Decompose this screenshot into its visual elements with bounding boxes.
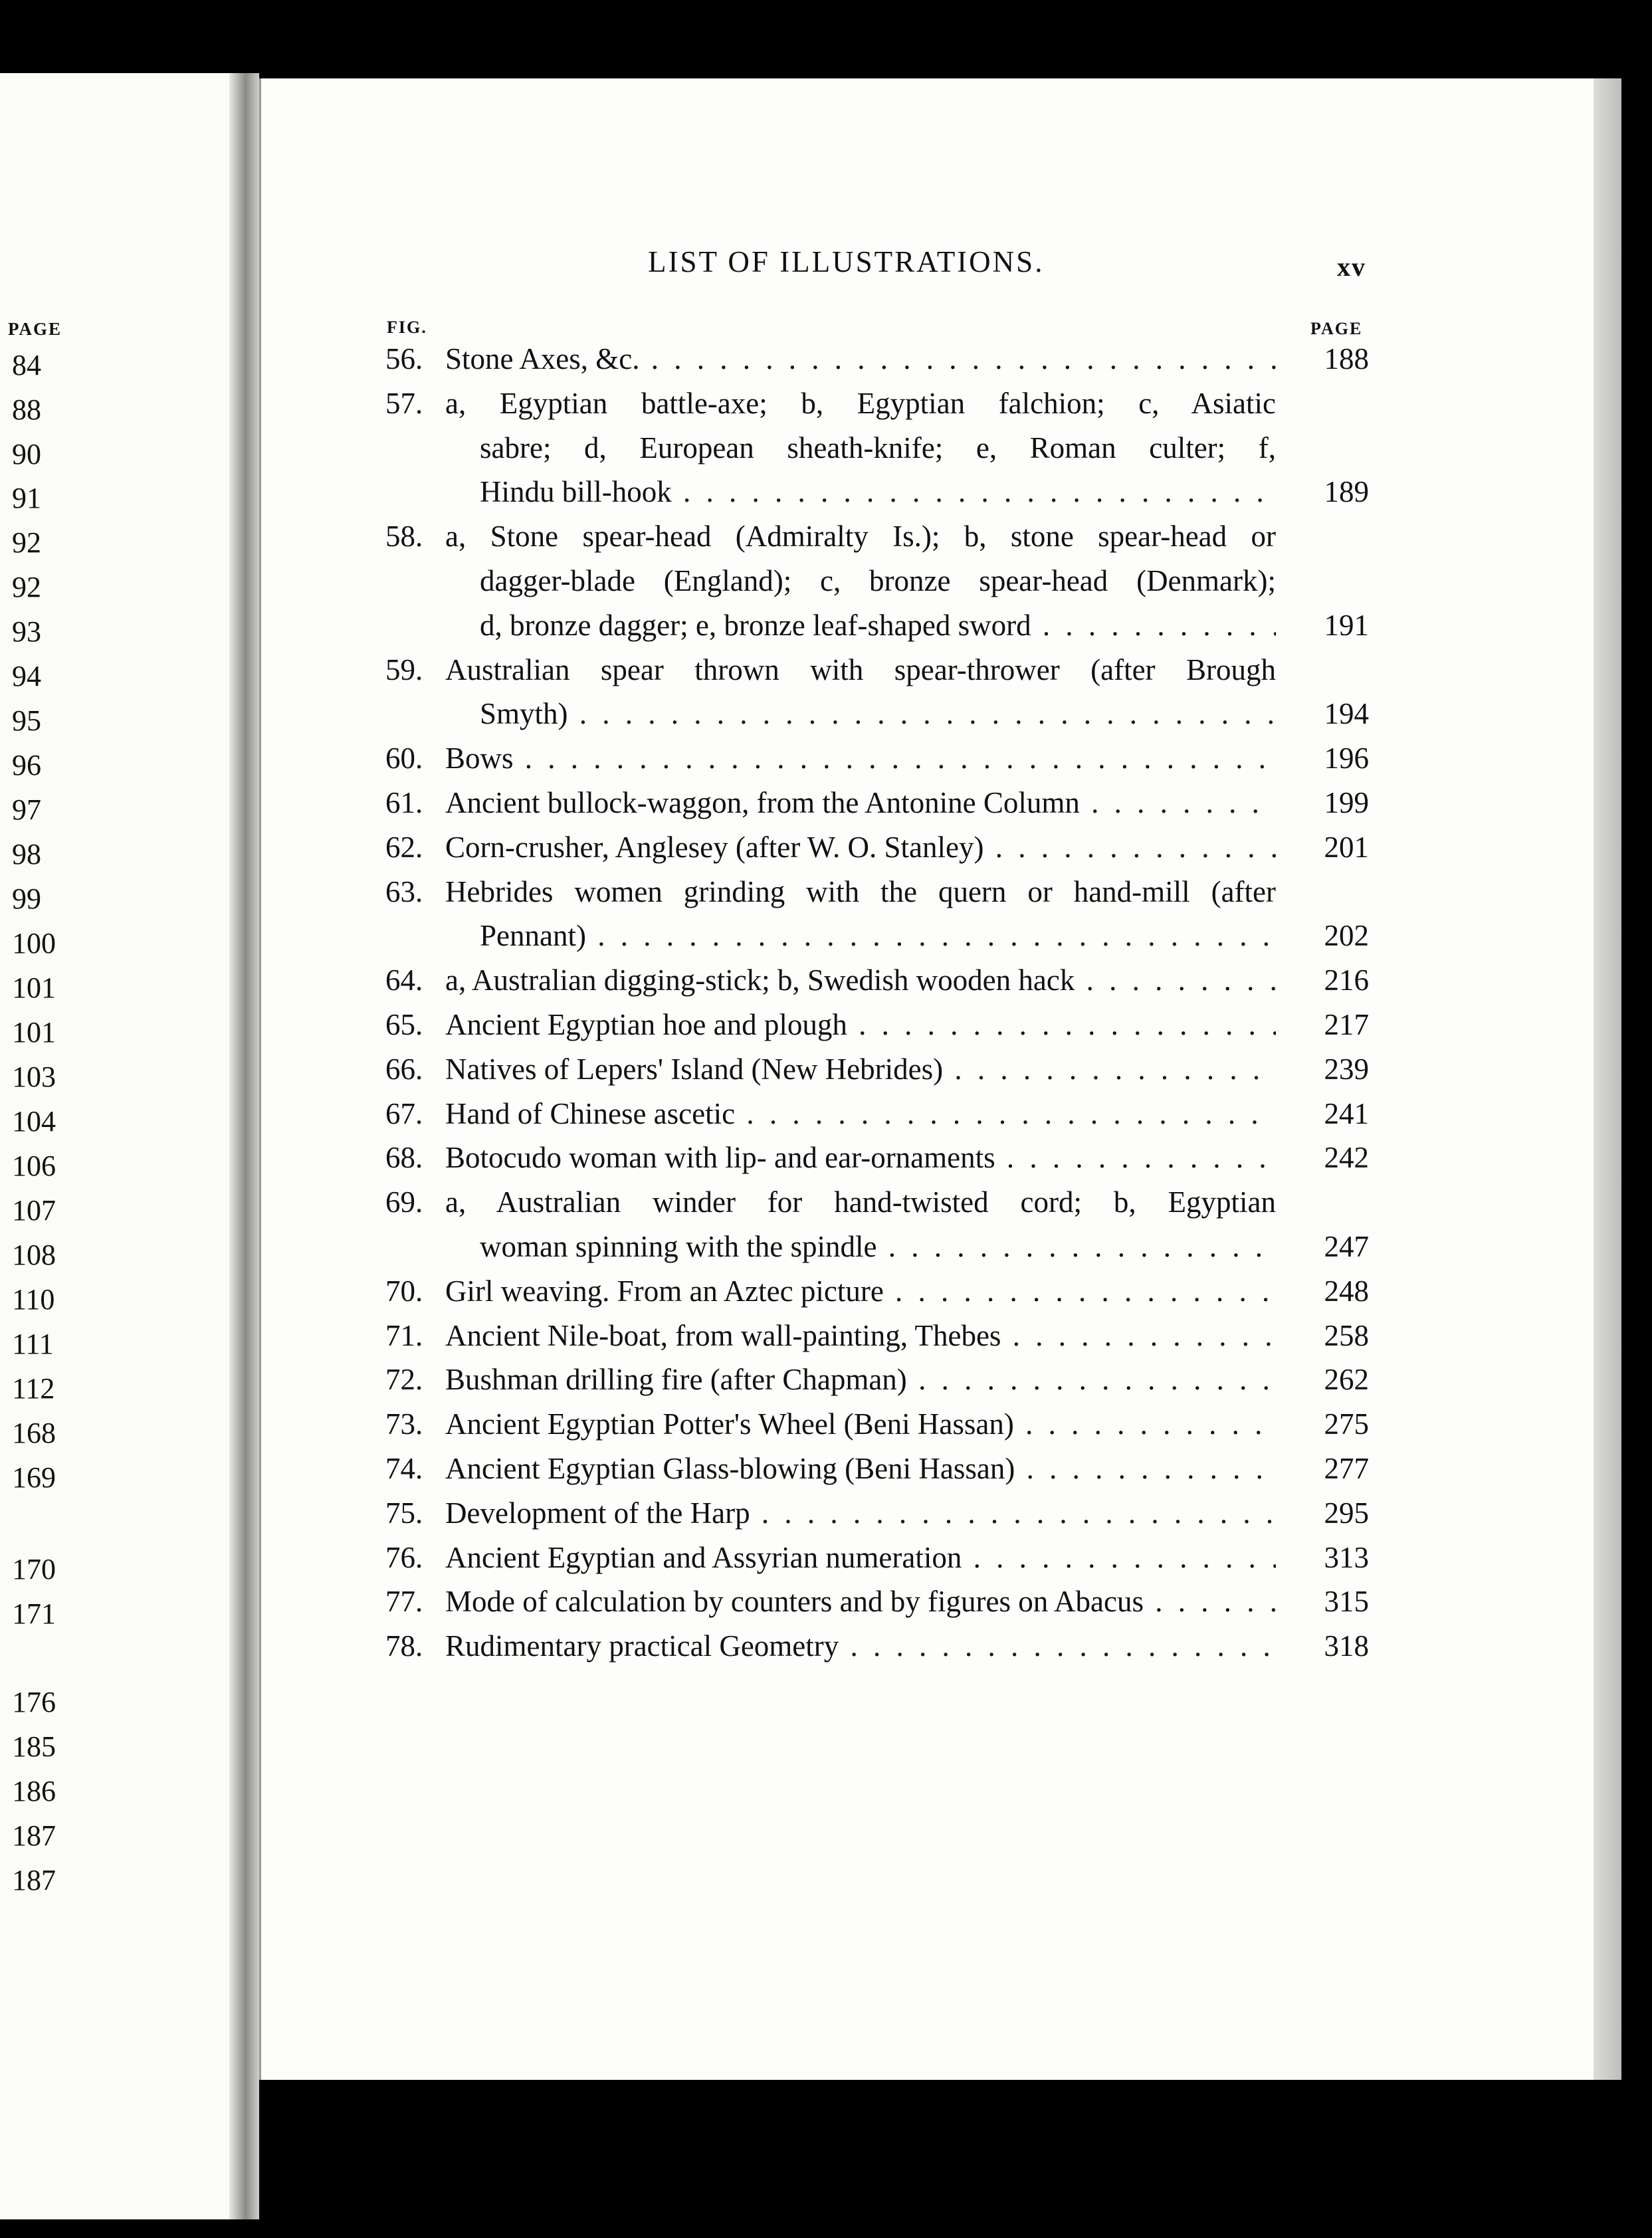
entry-caption: Bows . . .	[445, 738, 1276, 778]
entry-caption: Ancient Egyptian hoe and plough . . .	[445, 1005, 1276, 1045]
list-entry-line	[385, 1182, 1369, 1222]
entry-caption: Hand of Chinese ascetic . . .	[445, 1094, 1276, 1134]
page-reference: 196	[1324, 742, 1369, 775]
fig-number: 67.	[385, 1097, 423, 1130]
page-reference: 191	[1324, 609, 1369, 642]
list-entry-line	[385, 1094, 1369, 1134]
page-reference: 239	[1324, 1053, 1369, 1086]
entry-caption: Girl weaving. From an Aztec picture . . .	[445, 1271, 1276, 1311]
page-reference: 275	[1324, 1407, 1369, 1441]
left-page-number: 104	[12, 1105, 56, 1138]
list-entry-line	[385, 1227, 1369, 1267]
left-page-number: 90	[12, 438, 41, 470]
left-page-number: 101	[12, 1016, 56, 1049]
fig-number: 61.	[385, 786, 423, 819]
entry-caption: Corn-crusher, Anglesey (after W. O. Stanley) . . .	[445, 827, 1276, 867]
fig-number: 69.	[385, 1185, 423, 1219]
fig-number: 62.	[385, 831, 423, 864]
left-page-number: 99	[12, 882, 41, 915]
fig-column-head: FIG.	[387, 318, 427, 337]
list-entry-line	[385, 960, 1369, 1000]
page-reference: 313	[1324, 1541, 1369, 1574]
entry-caption: a, Australian winder for hand-twisted cord; b, Egyptian	[445, 1185, 1276, 1219]
page-reference: 318	[1324, 1629, 1369, 1663]
fig-number: 78.	[385, 1629, 423, 1663]
left-page-number: 112	[12, 1372, 55, 1405]
entry-caption: Botocudo woman with lip- and ear-ornaments . . .	[445, 1138, 1276, 1177]
page-reference: 295	[1324, 1496, 1369, 1530]
page-reference: 201	[1324, 831, 1369, 864]
left-page-number: 95	[12, 704, 41, 737]
left-page-number: 96	[12, 749, 41, 781]
fig-number: 74.	[385, 1452, 423, 1485]
entry-caption: Rudimentary practical Geometry . . .	[445, 1626, 1276, 1666]
page-edge	[1594, 78, 1621, 2080]
book-gutter	[229, 73, 259, 2219]
left-page-number: 103	[12, 1061, 56, 1093]
page-reference: 241	[1324, 1097, 1369, 1130]
left-page-number: 97	[12, 793, 41, 826]
page-reference: 189	[1324, 475, 1369, 508]
entry-caption: Mode of calculation by counters and by figures on Abacus . . .	[445, 1581, 1276, 1621]
entry-caption: Development of the Harp . . .	[445, 1493, 1276, 1533]
page-column-head: PAGE	[1310, 319, 1363, 338]
list-entry-line	[385, 472, 1369, 512]
left-page-number: 84	[12, 349, 41, 381]
list-entry-line	[385, 694, 1369, 734]
list-entry-line	[385, 1404, 1369, 1444]
page-reference: 217	[1324, 1008, 1369, 1041]
page-reference: 199	[1324, 786, 1369, 819]
fig-number: 68.	[385, 1141, 423, 1174]
entry-caption: Ancient Egyptian and Assyrian numeration . . .	[445, 1538, 1276, 1577]
entry-caption: Hebrides women grinding with the quern or hand-mill (after	[445, 875, 1276, 908]
fig-number: 77.	[385, 1585, 423, 1618]
left-page-number: 186	[12, 1775, 56, 1807]
fig-number: 70.	[385, 1274, 423, 1308]
page-reference: 216	[1324, 964, 1369, 997]
entry-caption: Ancient bullock-waggon, from the Antonine Column . . .	[445, 783, 1276, 823]
fig-number: 57.	[385, 387, 423, 420]
entry-caption: Pennant) . . .	[480, 916, 1276, 956]
entry-caption: Australian spear thrown with spear-thrower (after Brough	[445, 653, 1276, 686]
list-entry-line	[385, 516, 1369, 556]
entry-caption: Ancient Egyptian Glass-blowing (Beni Hassan) . . .	[445, 1449, 1276, 1488]
page-reference: 188	[1324, 342, 1369, 375]
left-page-number: 88	[12, 393, 41, 426]
list-entry-line	[385, 1271, 1369, 1311]
left-page-number: 94	[12, 660, 41, 692]
entry-caption: Smyth) . . .	[480, 694, 1276, 734]
list-entry-line	[385, 1626, 1369, 1666]
folio: xv	[1337, 252, 1366, 282]
list-entry-line	[385, 1493, 1369, 1533]
page-reference: 262	[1324, 1363, 1369, 1396]
page-reference: 277	[1324, 1452, 1369, 1485]
entry-caption: Bushman drilling fire (after Chapman) . . .	[445, 1360, 1276, 1399]
entry-caption: a, Stone spear-head (Admiralty Is.); b, stone spear-head or	[445, 520, 1276, 553]
entry-caption: dagger-blade (England); c, bronze spear-head (Denmark);	[480, 564, 1276, 597]
page-reference: 242	[1324, 1141, 1369, 1174]
page-reference: 248	[1324, 1274, 1369, 1308]
left-page-number: 93	[12, 615, 41, 648]
list-entry-line	[385, 1449, 1369, 1488]
list-entry-line	[385, 1316, 1369, 1356]
entry-caption: Natives of Lepers' Island (New Hebrides) . . .	[445, 1049, 1276, 1089]
left-page-number: 185	[12, 1730, 56, 1763]
fig-number: 60.	[385, 742, 423, 775]
fig-number: 76.	[385, 1541, 423, 1574]
fig-number: 63.	[385, 875, 423, 908]
left-page-number: 187	[12, 1819, 56, 1852]
left-page-number: 108	[12, 1239, 56, 1271]
left-page-number: 169	[12, 1461, 56, 1494]
left-page-number: 100	[12, 927, 56, 960]
page-reference: 194	[1324, 697, 1369, 730]
list-entry-line	[385, 561, 1369, 601]
entry-caption: d, bronze dagger; e, bronze leaf-shaped sword . . .	[480, 605, 1276, 645]
page-reference: 258	[1324, 1319, 1369, 1352]
list-entry-line	[385, 339, 1369, 379]
fig-number: 65.	[385, 1008, 423, 1041]
list-entry-line	[385, 872, 1369, 912]
page-reference: 315	[1324, 1585, 1369, 1618]
entry-caption: Hindu bill-hook . . .	[480, 472, 1276, 512]
running-head: LIST OF ILLUSTRATIONS.	[648, 245, 1045, 278]
left-page-number: 110	[12, 1283, 55, 1316]
list-entry-line	[385, 1538, 1369, 1577]
list-entry-line	[385, 650, 1369, 690]
left-page-number: 187	[12, 1864, 56, 1896]
left-page-number: 176	[12, 1686, 56, 1718]
page-reference: 202	[1324, 919, 1369, 952]
list-entry-line	[385, 1138, 1369, 1177]
entry-caption: Ancient Egyptian Potter's Wheel (Beni Hassan) . . .	[445, 1404, 1276, 1444]
fig-number: 59.	[385, 653, 423, 686]
list-entry-line	[385, 738, 1369, 778]
left-page-number: 170	[12, 1553, 56, 1585]
entry-caption: Ancient Nile-boat, from wall-painting, Thebes . . .	[445, 1316, 1276, 1356]
list-entry-line	[385, 428, 1369, 468]
list-entry-line	[385, 783, 1369, 823]
left-page-number: 92	[12, 526, 41, 559]
fig-number: 73.	[385, 1407, 423, 1441]
left-page-number: 106	[12, 1150, 56, 1182]
fig-number: 72.	[385, 1363, 423, 1396]
list-entry-line	[385, 605, 1369, 645]
fig-number: 64.	[385, 964, 423, 997]
left-page-number: 111	[12, 1328, 54, 1360]
list-entry-line	[385, 1005, 1369, 1045]
fig-number: 56.	[385, 342, 423, 375]
left-page-number: 98	[12, 838, 41, 870]
left-page-number: 91	[12, 482, 41, 514]
page-reference: 247	[1324, 1230, 1369, 1263]
fig-number: 75.	[385, 1496, 423, 1530]
list-entry-line	[385, 1581, 1369, 1621]
list-entry-line	[385, 1360, 1369, 1399]
fig-number: 58.	[385, 520, 423, 553]
list-entry-line	[385, 1049, 1369, 1089]
entry-caption: woman spinning with the spindle . . .	[480, 1227, 1276, 1267]
entry-caption: Stone Axes, &c. . . .	[445, 339, 1276, 379]
left-page-number: 168	[12, 1417, 56, 1449]
left-page-number: 171	[12, 1597, 56, 1630]
list-entry-line	[385, 827, 1369, 867]
left-page-number: 101	[12, 971, 56, 1004]
left-page-column-head: PAGE	[8, 319, 62, 339]
entry-caption: sabre; d, European sheath-knife; e, Roman culter; f,	[480, 431, 1276, 464]
left-page-number: 107	[12, 1194, 56, 1227]
entry-caption: a, Australian digging-stick; b, Swedish wooden hack . . .	[445, 960, 1276, 1000]
entry-caption: a, Egyptian battle-axe; b, Egyptian falchion; c, Asiatic	[445, 387, 1276, 420]
fig-number: 66.	[385, 1053, 423, 1086]
left-page-number: 92	[12, 571, 41, 603]
list-entry-line	[385, 916, 1369, 956]
list-entry-line	[385, 383, 1369, 423]
fig-number: 71.	[385, 1319, 423, 1352]
